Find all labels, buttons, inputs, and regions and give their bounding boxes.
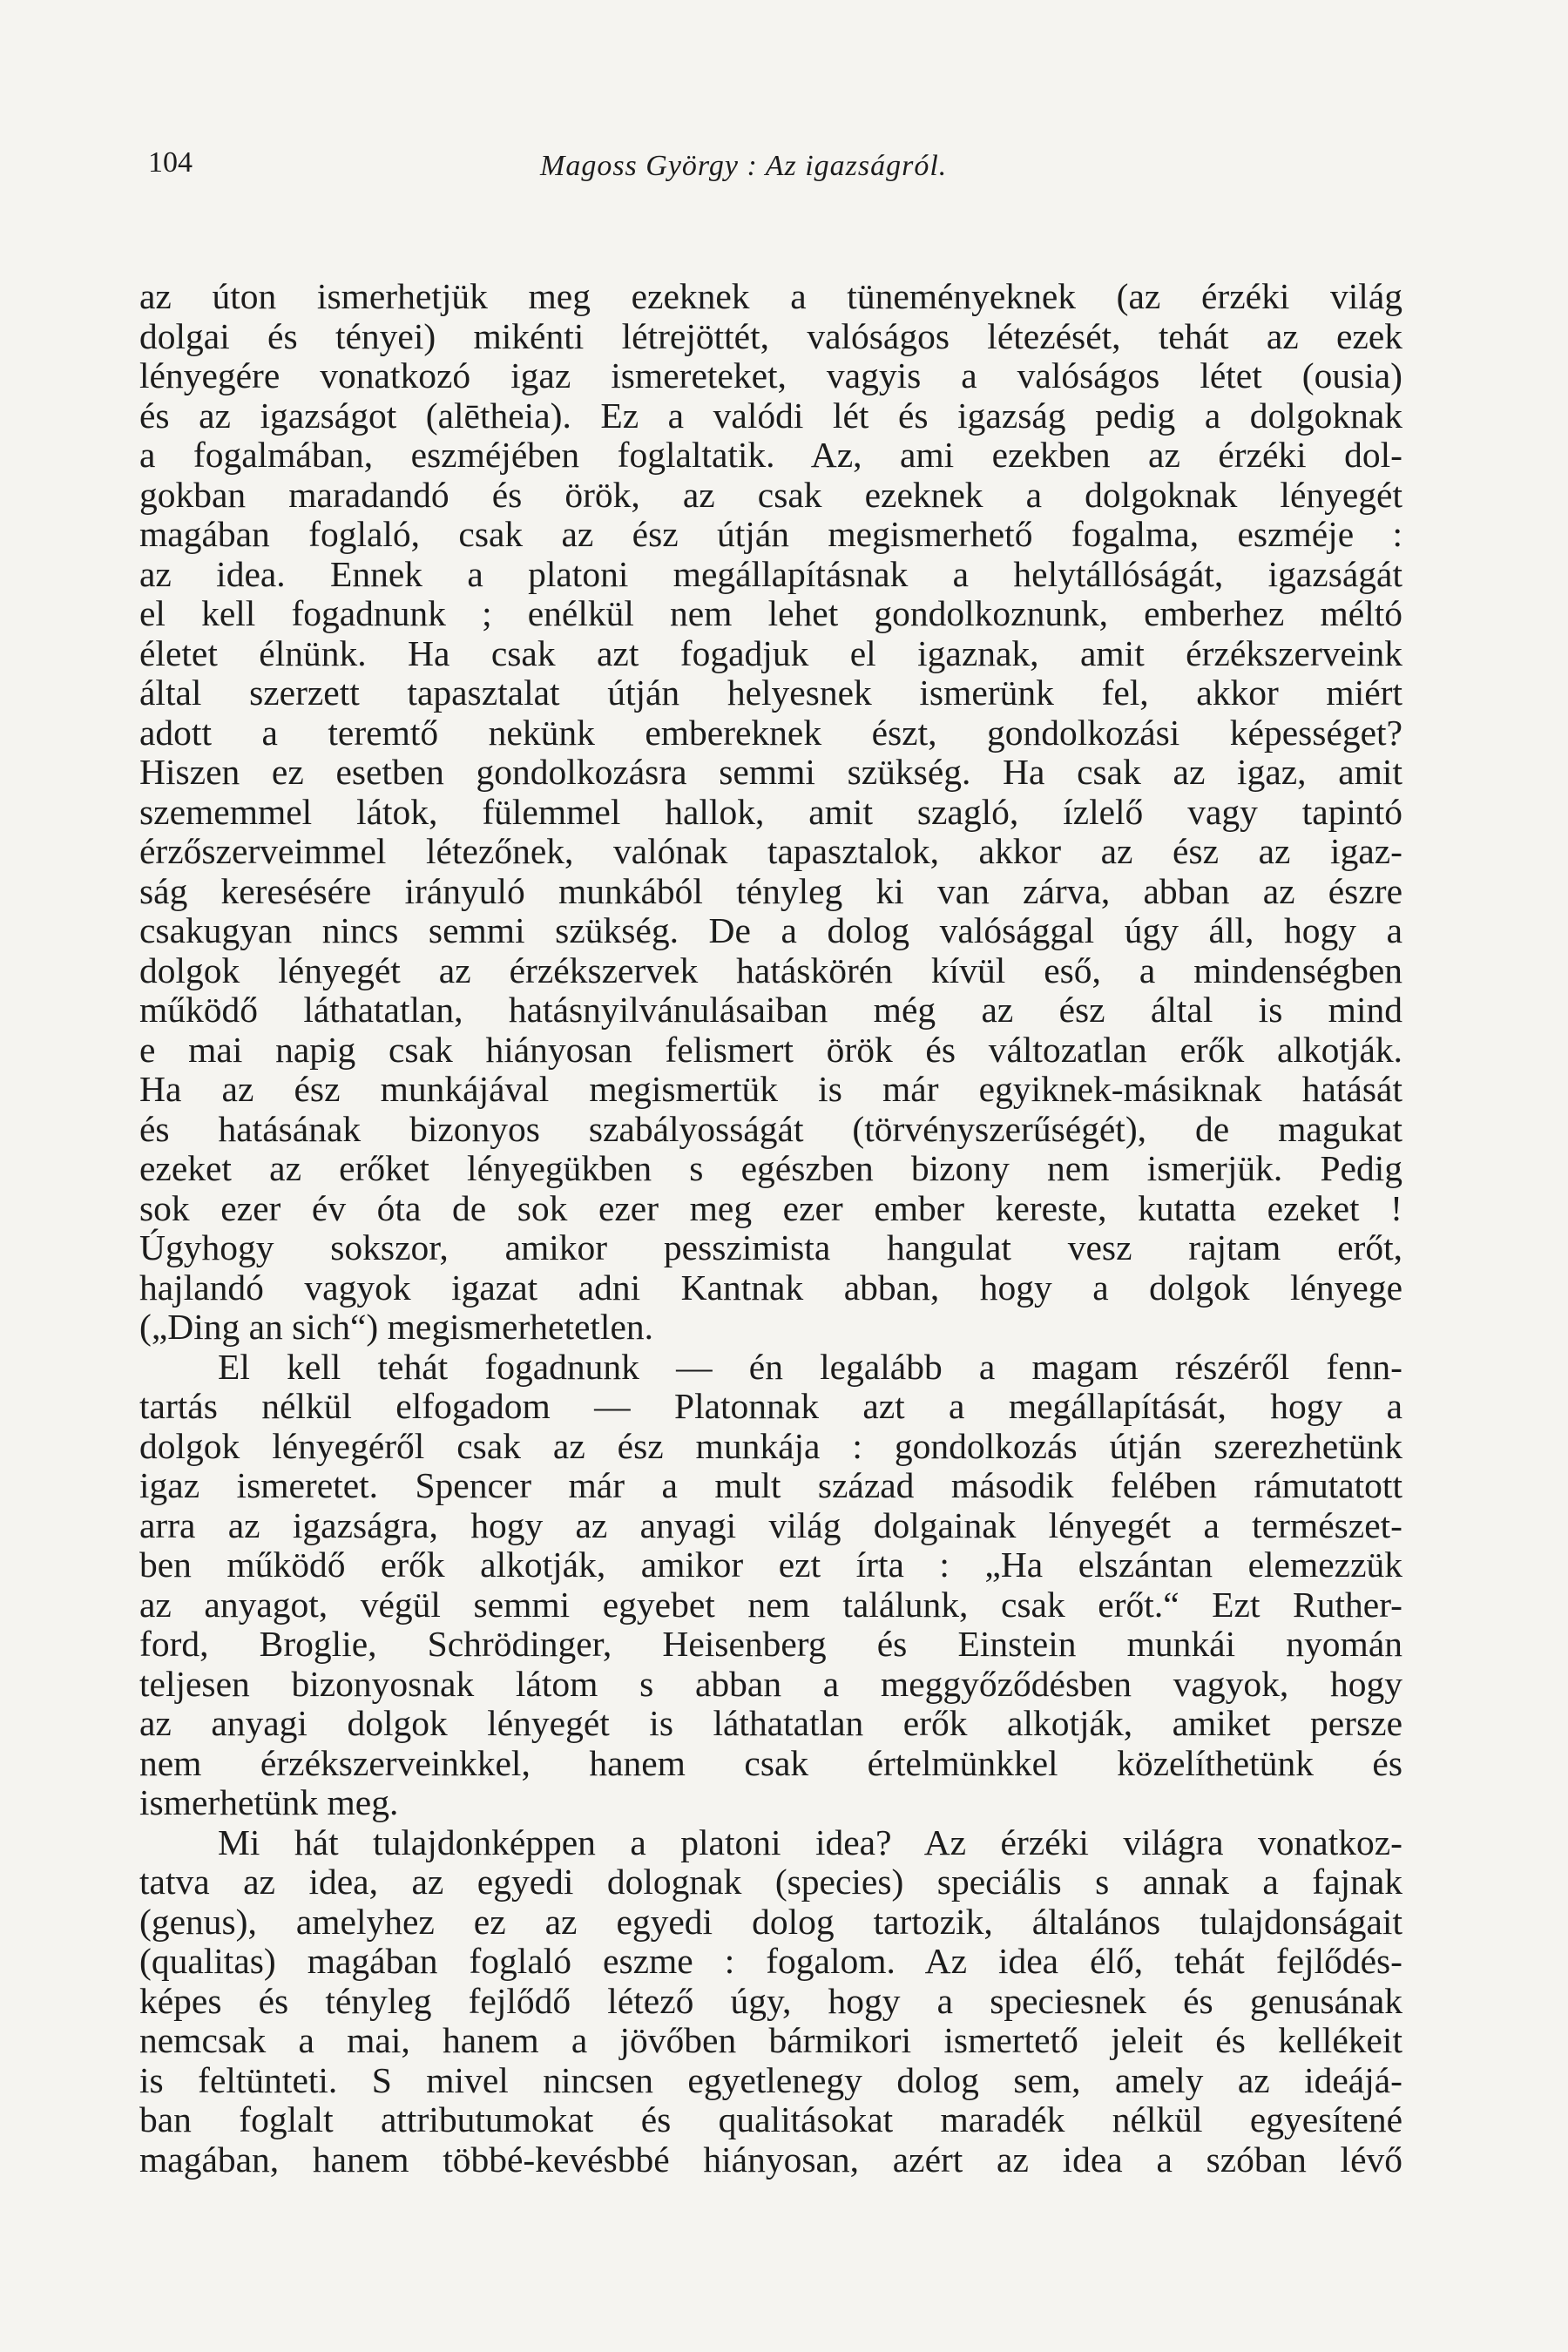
text-line: működő láthatatlan, hatásnyilvánulásaiban még az ész által is mind [139, 990, 1402, 1030]
text-line: Ha az ész munkájával megismertük is már egyiknek-másiknak hatását [139, 1070, 1402, 1109]
text-line: adott a teremtő nekünk embereknek észt, gondolkozási képességet? [139, 713, 1402, 753]
text-line: (qualitas) magában foglaló eszme : fogalom. Az idea élő, tehát fejlődés- [139, 1942, 1402, 1981]
page-header [148, 146, 1402, 190]
text-line: Hiszen ez esetben gondolkozásra semmi szükség. Ha csak az igaz, amit [139, 753, 1402, 792]
text-line: ben működő erők alkotják, amikor ezt írta : „Ha elszántan elemezzük [139, 1545, 1402, 1585]
text-line: igaz ismeretet. Spencer már a mult század második felében rámutatott [139, 1466, 1402, 1505]
text-line: az anyagot, végül semmi egyebet nem találunk, csak erőt.“ Ezt Ruther- [139, 1585, 1402, 1625]
text-line: dolgok lényegét az érzékszervek hatáskörén kívül eső, a mindenségben [139, 950, 1402, 990]
text-line: lényegére vonatkozó igaz ismereteket, vagyis a valóságos létet (ousia) [139, 356, 1402, 395]
paragraph-end-line: („Ding an sich“) megismerhetetlen. [139, 1308, 653, 1347]
page-number: 104 [148, 146, 193, 179]
paragraph-start-line: Mi hát tulajdonképpen a platoni idea? Az érzéki világra vonatkoz- [218, 1822, 1402, 1862]
text-line: tatva az idea, az egyedi dolognak (species) speciális s annak a fajnak [139, 1862, 1402, 1902]
text-line: Úgyhogy sokszor, amikor pesszimista hangulat vesz rajtam erőt, [139, 1228, 1402, 1267]
text-line: életet élnünk. Ha csak azt fogadjuk el igaznak, amit érzékszerveink [139, 633, 1402, 673]
text-line: képes és tényleg fejlődő létező úgy, hogy a speciesnek és genusának [139, 1981, 1402, 2021]
text-line: által szerzett tapasztalat útján helyesnek ismerünk fel, akkor miért [139, 673, 1402, 713]
paragraph-end-line: ismerhetünk meg. [139, 1783, 399, 1822]
text-line: magában foglaló, csak az ész útján megismerhető fogalma, eszméje : [139, 515, 1402, 554]
text-line: az idea. Ennek a platoni megállapításnak a helytállóságát, igazságát [139, 554, 1402, 594]
body-text [139, 277, 1402, 2180]
text-line: az anyagi dolgok lényegét is láthatatlan erők alkotják, amiket persze [139, 1704, 1402, 1743]
text-line: és az igazságot (alētheia). Ez a valódi lét és igazság pedig a dolgoknak [139, 395, 1402, 436]
text-line: (genus), amelyhez ez az egyedi dolog tartozik, általános tulajdonságait [139, 1902, 1402, 1942]
text-line: szememmel látok, fülemmel hallok, amit szagló, ízlelő vagy tapintó [139, 792, 1402, 832]
text-line: az úton ismerhetjük meg ezeknek a tüneményeknek (az érzéki világ [139, 277, 1402, 316]
text-line: ság keresésére irányuló munkából tényleg ki van zárva, abban az észre [139, 871, 1402, 911]
text-line: magában, hanem többé-kevésbbé hiányosan, azért az idea a szóban lévő [139, 2139, 1402, 2180]
text-line: és hatásának bizonyos szabályosságát (törvényszerűségét), de magukat [139, 1109, 1402, 1149]
text-line: dolgok lényegéről csak az ész munkája : gondolkozás útján szerezhetünk [139, 1426, 1402, 1466]
text-line: nemcsak a mai, hanem a jövőben bármikori ismertető jeleit és kellékeit [139, 2021, 1402, 2060]
text-line: arra az igazságra, hogy az anyagi világ dolgainak lényegét a természet- [139, 1505, 1402, 1545]
paragraph-start-line: El kell tehát fogadnunk — én legalább a magam részéről fenn- [218, 1347, 1402, 1387]
text-line: ban foglalt attributumokat és qualitásokat maradék nélkül egyesítené [139, 2100, 1402, 2139]
text-line: el kell fogadnunk ; enélkül nem lehet gondolkoznunk, emberhez méltó [139, 594, 1402, 633]
text-line: nem érzékszerveinkkel, hanem csak értelmünkkel közelíthetünk és [139, 1743, 1402, 1783]
text-line: hajlandó vagyok igazat adni Kantnak abban, hogy a dolgok lényege [139, 1267, 1402, 1308]
text-line: ezeket az erőket lényegükben s egészben bizony nem ismerjük. Pedig [139, 1149, 1402, 1188]
text-line: gokban maradandó és örök, az csak ezeknek a dolgoknak lényegét [139, 475, 1402, 515]
text-line: is feltünteti. S mivel nincsen egyetlenegy dolog sem, amely az ideájá- [139, 2060, 1402, 2100]
text-line: csakugyan nincs semmi szükség. De a dolog valósággal úgy áll, hogy a [139, 911, 1402, 950]
text-line: e mai napig csak hiányosan felismert örök és változatlan erők alkotják. [139, 1030, 1402, 1070]
text-line: érzőszerveimmel létezőnek, valónak tapasztalok, akkor az ész az igaz- [139, 832, 1402, 871]
text-line: a fogalmában, eszméjében foglaltatik. Az, ami ezekben az érzéki dol- [139, 436, 1402, 475]
text-line: dolgai és tényei) mikénti létrejöttét, valóságos létezését, tehát az ezek [139, 316, 1402, 356]
running-title: Magoss György : Az igazságról. [540, 150, 948, 182]
text-line: sok ezer év óta de sok ezer meg ezer ember kereste, kutatta ezeket ! [139, 1188, 1402, 1228]
text-line: tartás nélkül elfogadom — Platonnak azt a megállapítását, hogy a [139, 1387, 1402, 1426]
text-line: ford, Broglie, Schrödinger, Heisenberg és Einstein munkái nyomán [139, 1625, 1402, 1664]
text-line: teljesen bizonyosnak látom s abban a meggyőződésben vagyok, hogy [139, 1664, 1402, 1704]
